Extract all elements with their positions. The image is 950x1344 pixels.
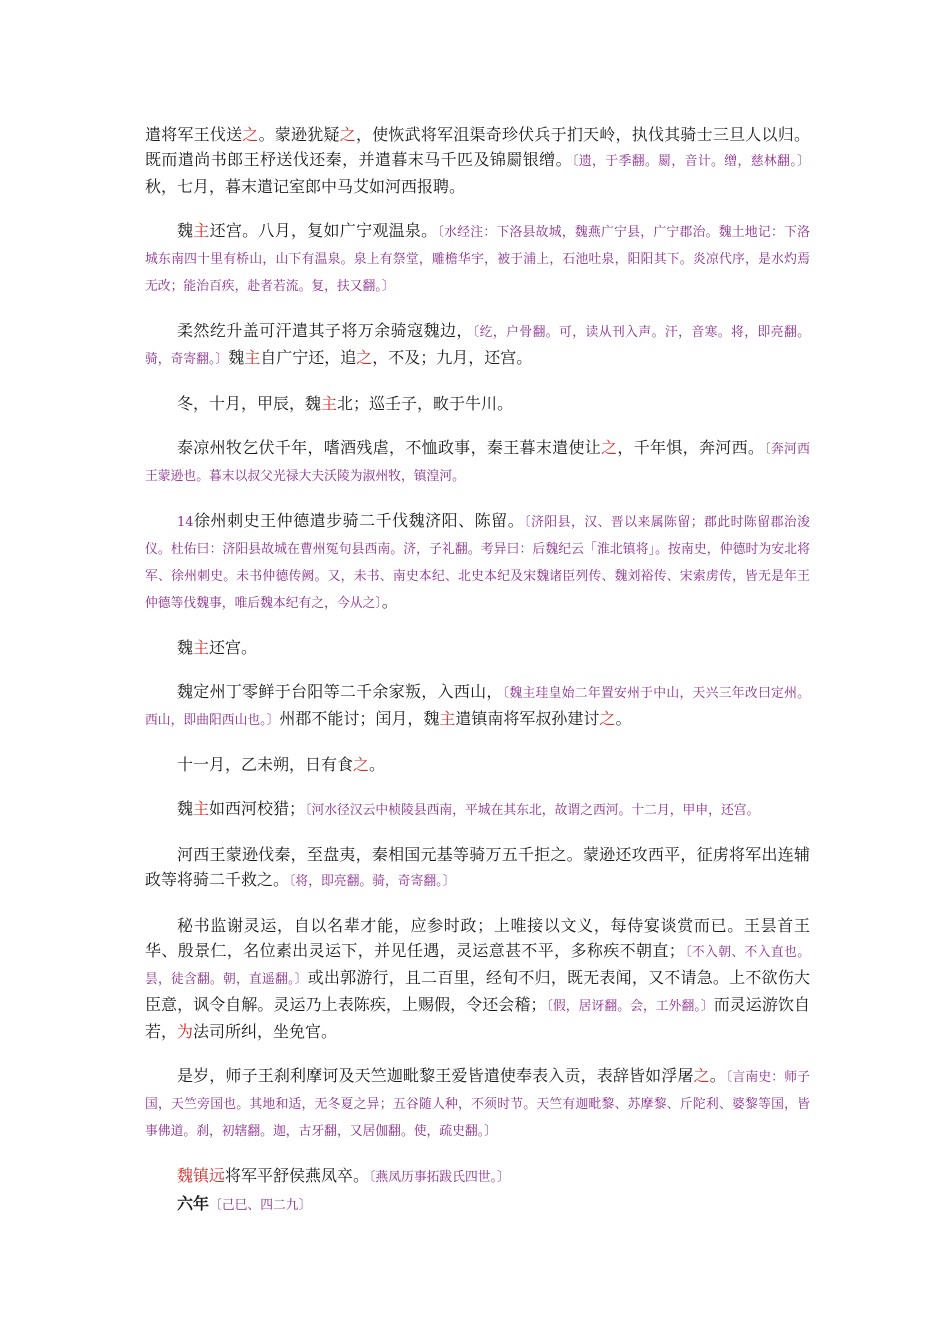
body-text: 魏 [177, 799, 194, 818]
body-text: 。 [615, 709, 632, 728]
annotation-text: 〔不入朝、不入直也。昙，徒含翻。朝，直遥翻。〕 [145, 945, 810, 987]
year-heading: 六年 [177, 1194, 210, 1213]
annotation-text: 〔将，即亮翻。骑，奇寄翻。〕 [289, 874, 456, 889]
text-paragraph [145, 842, 810, 894]
text-paragraph [145, 122, 810, 199]
body-text: 。蒙逊犹疑 [258, 125, 340, 144]
annotation-text: 〔纥，户骨翻。可，读从刊入声。汗，音寒。将，即亮翻。骑，奇寄翻。〕 [145, 325, 810, 367]
text-paragraph [145, 1063, 810, 1144]
body-text: 魏定州丁零鲜于台阳等二千余家叛，入西山， [177, 682, 503, 701]
annotation-text: 〔水经注：下洛县故城，魏燕广宁县，广宁郡治。魏土地记：下洛城东南四十里有桥山，山下有温泉。泉上有祭堂，雕檐华宇，被于浦上，石池吐泉，阳阳其下。炎凉代序，是水灼焉无改；能治百疾，赴者若流。复，扶又翻。〕 [145, 225, 810, 294]
text-paragraph [145, 1191, 810, 1218]
body-text: 遣镇南将军叔孙建讨 [455, 709, 600, 728]
body-text: 泰凉州牧乞伏千年，嗜酒残虐，不恤政事，秦王暮末遣使让 [177, 438, 602, 457]
annotation-text: 〔魏主珪皇始二年置安州于中山，天兴三年改曰定州。西山，即曲阳西山也。〕 [145, 686, 810, 728]
highlighted-text: 主 [244, 348, 261, 367]
body-text: ，不及；九月，还宫。 [372, 348, 533, 367]
highlighted-text: 主 [193, 221, 210, 240]
text-paragraph [145, 508, 810, 616]
body-text: 州郡不能讨；闰月，魏 [279, 709, 440, 728]
body-text: 自广宁还，追 [260, 348, 357, 367]
body-text: 秘书监谢灵运，自以名辈才能，应参时政；上唯接以文义，每侍宴谈赏而已。王昙首王华、殷景仁，名位素出灵运下，并见任遇，灵运意甚不平，多称疾不朝直； [145, 916, 810, 960]
body-text: 冬，十月，甲辰，魏 [177, 394, 322, 413]
text-paragraph [145, 913, 810, 1044]
highlighted-text: 之 [242, 125, 259, 144]
text-paragraph [145, 391, 810, 416]
highlighted-text: 主 [439, 709, 456, 728]
body-text: 将军平舒侯燕凤卒。 [225, 1166, 370, 1185]
body-text: 十一月，乙未朔，日有食 [177, 755, 354, 774]
text-paragraph [145, 1163, 810, 1190]
body-text: ，千年惧，奔河西。 [617, 438, 765, 457]
body-text: 而灵运游饮自若， [145, 995, 810, 1041]
body-text: ，使恢武将军沮渠奇珍伏兵于扪天岭，执伐其骑士三旦人以归。既而遣尚书郎王杼送伐还秦，并遣暮末马千匹及锦罽银缯。 [145, 125, 810, 169]
text-paragraph [145, 435, 810, 489]
highlighted-text: 之 [353, 755, 370, 774]
line-number: 14 [177, 515, 194, 530]
annotation-text: 〔假，居讶翻。会，工外翻。〕 [546, 999, 714, 1014]
annotation-text: 〔燕凤历事拓跋氏四世。〕 [369, 1170, 510, 1185]
annotation-text: 〔言南史：师子国，天竺旁国也。其地和适，无冬夏之异；五谷随人种，不须时节。天竺有迦毗黎、苏摩黎、斤陀利、婆黎等国，皆事佛道。刹，初辖翻。迦，古牙翻，又居伽翻。使，疏史翻。〕 [145, 1070, 810, 1139]
body-text: 如西河校猎； [209, 799, 306, 818]
highlighted-text: 之 [601, 438, 618, 457]
text-paragraph [145, 635, 810, 660]
highlighted-text: 之 [693, 1066, 710, 1085]
annotation-text: 〔济阳县，汉、晋以来属陈留；郡此时陈留郡治浚仪。杜佑曰：济阳县故城在曹州冤句县西南。济，子礼翻。考异曰：后魏纪云「淮北镇将」。按南史，仲德时为安北将军、徐州刺史。未书仲德传阙。又，未书、南史本纪、北史本纪及宋魏诸臣列传、魏刘裕传、宋索虏传，皆无是年王仲德等伐魏事，唯后魏本纪有之，今从之〕 [145, 515, 810, 611]
body-text: 秋，七月，暮末遣记室郎中马艾如河西报聘。 [145, 177, 466, 196]
body-text: 法司所纠，坐免官。 [193, 1022, 338, 1041]
body-text: 。 [709, 1066, 726, 1085]
body-text: 。 [381, 592, 398, 611]
body-text: 魏 [177, 221, 194, 240]
annotation-text: 〔遗，于季翻。罽，音计。缯，慈林翻。〕 [572, 154, 810, 169]
body-text: 柔然纥升盖可汗遣其子将万余骑寇魏边， [177, 321, 473, 340]
annotation-text: 〔河水径汉云中桢陵县西南，平城在其东北，故谓之西河。十二月，甲申，还宫。 [305, 803, 760, 818]
highlighted-text: 主 [193, 638, 210, 657]
annotation-text: 〔己巳、四二九〕 [209, 1198, 312, 1213]
annotation-text: 〔奔河西王蒙逊也。暮末以叔父光禄大夫沃陵为淑州牧，镇湟河。 [145, 442, 810, 484]
highlighted-text: 为 [177, 1022, 194, 1041]
highlighted-text: 之 [599, 709, 616, 728]
body-text: 魏 [177, 638, 194, 657]
body-text: 河西王蒙逊伐秦，至盘夷，秦相国元基等骑万五千拒之。蒙逊还攻西平，征虏将军出连辅政等将骑二千救之。 [145, 845, 810, 889]
highlighted-text: 之 [356, 348, 373, 367]
body-text: 是岁，师子王刹利摩诃及天竺迦毗黎王爱皆遣使奉表入贡，表辞皆如浮屠 [177, 1066, 694, 1085]
highlighted-text: 主 [321, 394, 338, 413]
text-paragraph [145, 218, 810, 299]
highlighted-text: 主 [193, 799, 210, 818]
highlighted-text: 魏镇远 [177, 1166, 226, 1185]
text-paragraph [145, 752, 810, 777]
body-text: 徐州刺史王仲德遣步骑二千伐魏济阳、陈留。 [193, 511, 525, 530]
text-paragraph [145, 679, 810, 733]
body-text: 魏 [228, 348, 245, 367]
body-text: 或出郭游行，且二百里，经旬不归，既无表闻，又不请急。上不欲伤大臣意，讽令自解。灵运乃上表陈疾，上赐假，令还会稽； [145, 968, 810, 1014]
body-text: 北；巡壬子，畋于牛川。 [337, 394, 514, 413]
text-paragraph [145, 796, 810, 823]
body-text: 。 [369, 755, 386, 774]
body-text: 还宫。八月，复如广宁观温泉。 [209, 221, 438, 240]
body-text: 遣将军王伐送 [145, 125, 243, 144]
body-text: 还宫。 [209, 638, 258, 657]
text-paragraph [145, 318, 810, 372]
highlighted-text: 之 [339, 125, 356, 144]
